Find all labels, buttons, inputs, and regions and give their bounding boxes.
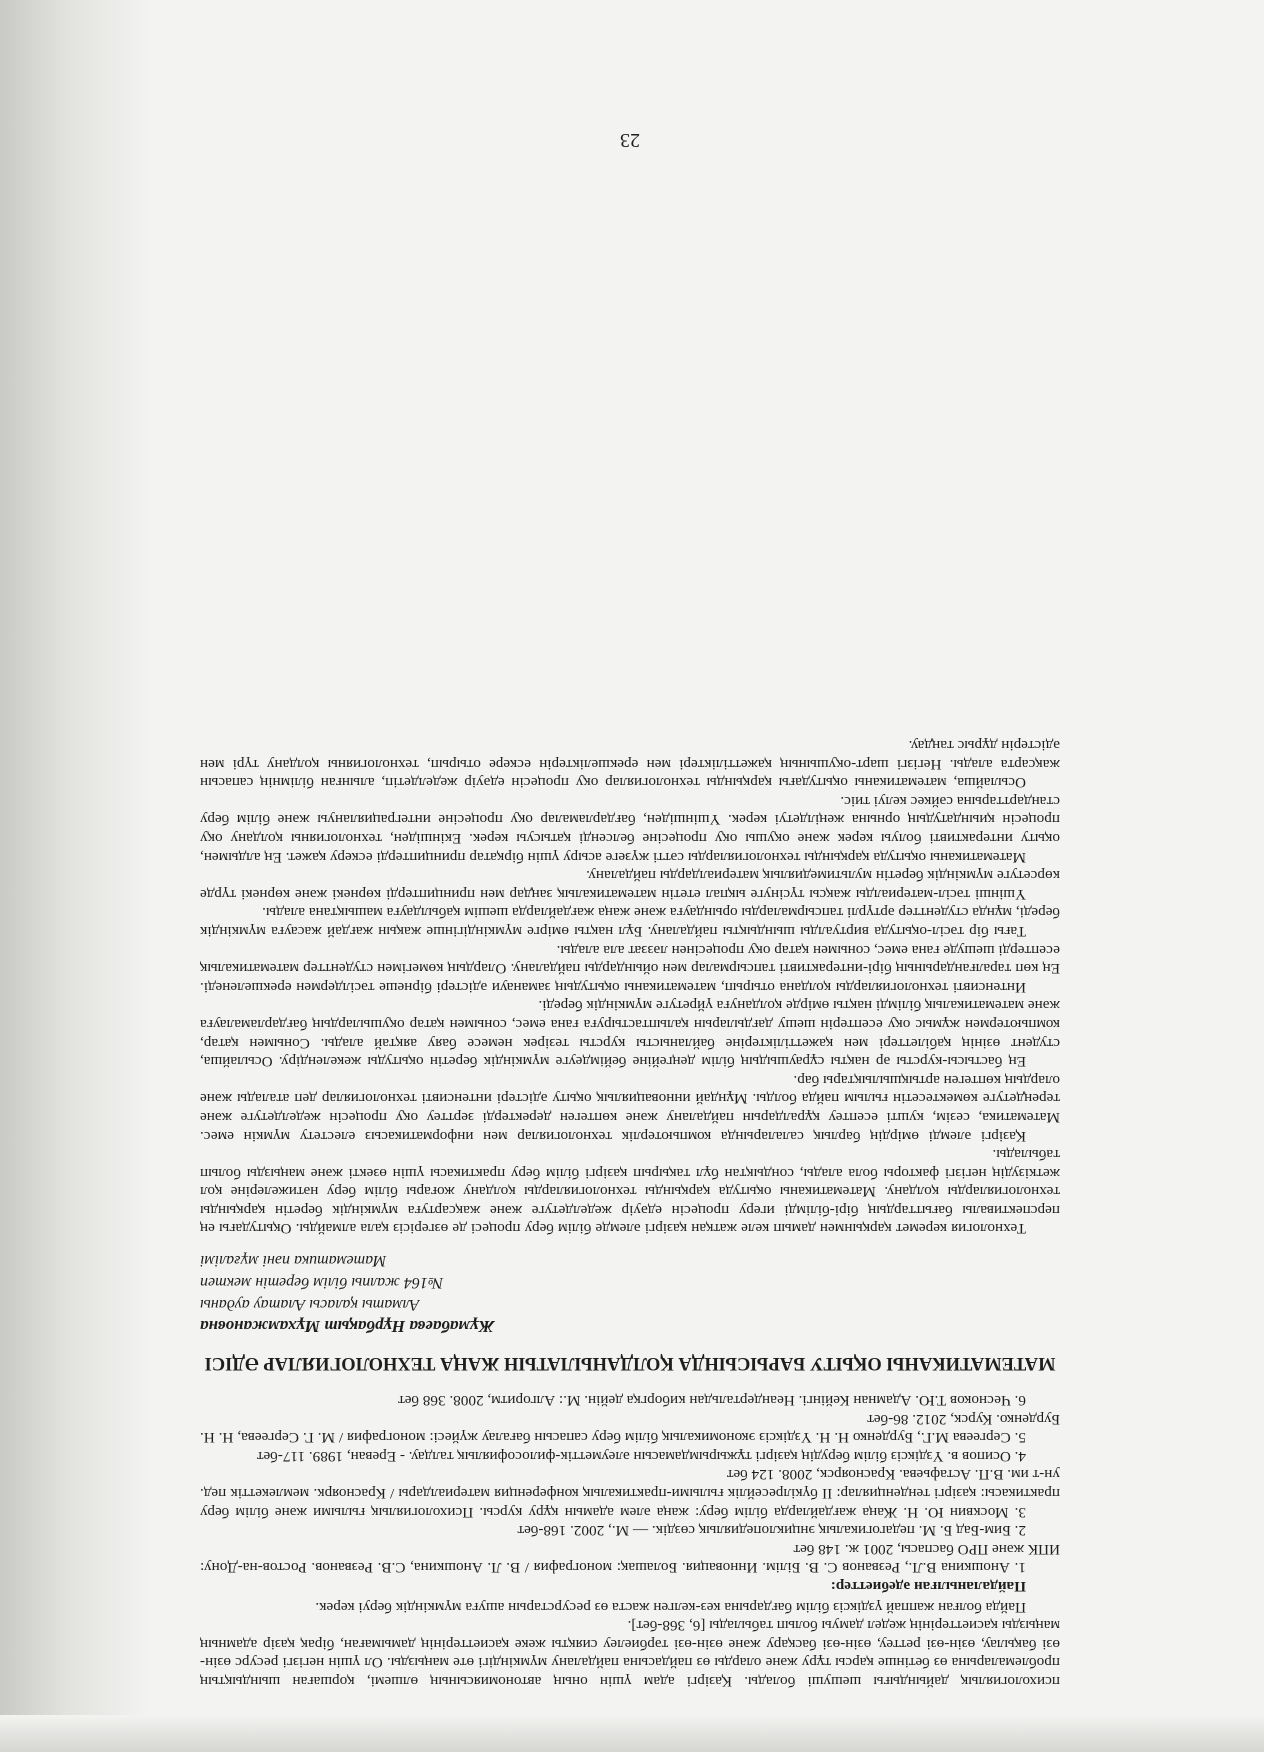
- continuation-paragraph: психологиялық дайындығы шешуші болады. Қазіргі адам үшін оның автономиясының өлшемі, қоршаған шындықтың проблемаларына өз бетінше қарсы тұру және оларды өз пайдасына пайдалану мүмкіндігі өте маңызды. Ол үшін негізгі ресурс өзін-өзі бақылау, өзін-өзі реттеу, өзін-өзі басқару және өзін-өзі тәрбиелеу сияқты жеке қасиеттерінің дамымаған, бірақ қазір адамның маңызды қасиеттерінің жедел дамуы болып табылады [6, 368-бет].: [200, 1617, 1060, 1690]
- upside-down-page: [200, 130, 1060, 1690]
- reference-item: 2. Бим-Бад Б. М. педагогикалық энциклопедиялық сөздік. — М., 2002. 168-бет: [517, 1522, 1026, 1540]
- reference-item: 1. Аношкина В.Л., Резванов С. В. Білім. Инновация. Болашақ: монография / В. Л. Аношкина, С.В. Резванов. Ростов-на-Дону: ИПК және ПРО баспасы, 2001 ж. 148 бет: [200, 1540, 1060, 1577]
- references-heading: Пайдаланылған әдебиеттер:: [830, 1578, 1026, 1596]
- scan-shadow-bottom: [0, 1715, 1264, 1752]
- body-paragraph: Технология керемет қарқынмен дамып келе жатқан қазіргі әлемде білім беру процесі де өзгерісіз қала алмайды. Оқытудағы ең перспективалы бағыттардың бірі-білімді игеру процесін едәуір жеделдетуге және жақсартуға мүмкіндік беретін қарқынды технологияларды қолдану. Математиканы оқытуда қарқынды технологияларды қолдану жоғары білім беру нәтижелеріне қол жеткізудің негізгі факторы бола алады, сондықтан бұл тақырып қазіргі білім беру практикасы үшін өзекті және маңызды болып табылады.: [200, 1146, 1060, 1238]
- body-paragraph: Интенсивті технологияларды қолдана отырып, математиканы оқытудың заманауи әдістері бірнеше тәсілдермен ерекшеленеді. Ең көп таралғандарының бірі-интерактивті тапсырмалар мен ойындарды пайдалану. Олардың көмегімен студенттер математикалық есептерді шешуде ғана емес, сонымен қатар оқу процесінен ләззат ала алады.: [200, 941, 1060, 996]
- page-number: 23: [620, 128, 640, 151]
- author-name: Жұмабаева Нұрбақыт Мұхамжановна: [200, 1317, 495, 1337]
- reference-item: 6. Чесноков Т.Ю. Адамнан Кейінгі. Неандертальдан киборгқа дейін. М.: Алгоритм, 2008. 368 бет: [398, 1392, 1026, 1410]
- author-affiliation: Математика пәні мұғалімі: [200, 1252, 387, 1270]
- reference-item: 5. Сергеева М.Г., Бурденко Н. Н. Үздіксіз экономикалық білім беру сапасын бағалау жүйесі: монография / М. Г. Сергеева, Н. Н. Бурденко. Курск, 2012. 86-бет: [200, 1410, 1060, 1447]
- body-paragraph: Қазіргі әлемді өмірдің барлық салаларында компьютерлік технологиялар мен информатикасыз елестету мүмкін емес. Математика, сезім, кушті есептеу құралдарын пайдалану және көптеген деректерді зерттеу оқу процесін жеделдетуге және тереңдетуге көмектесетін ғылым пайда болды. Мұндай инновациялық оқыту әдістері интенсивті технологиялар деп аталады және олардың көптеген артықшылықтары бар.: [200, 1071, 1060, 1145]
- reference-item: 3. Москвин Ю. Н. Жаңа жағдайларда білім беру: жаңа әлем адамын құру курсы. Психологиялық ғылыми және білім беру практикасы: қазіргі тенденциялар: II бүкілресейлік ғылыми-практикалық конференция материалдары / Красноярк. мемлекеттік пед. ун-т им. В.П. Астафьева. Красноярск, 2008. 124 бет: [200, 1466, 1060, 1521]
- article-title: МАТЕМАТИКАНЫ ОҚЫТУ БАРЫСЫНДА ҚОЛДАНЫЛАТЫН ЖАҢА ТЕХНОЛОГИЯЛАР ӘДІСІ: [204, 1353, 1056, 1374]
- continuation-paragraph: Пайда болған жаппай үздіксіз білім бағдарына кез-келген жаста өз ресурстарын ашуға мүмкіндік беруі керек.: [315, 1598, 1026, 1616]
- body-paragraph: Осылайша, математиканы оқытудағы қарқынды технологиялар оқу процесін едәуір жеделдетіп, алынған білімнің сапасын жақсарта алады. Негізгі шарт-оқушының қажеттіліктері мен ерекшеліктерін ескере отырып, технологияны қолдану түрі мен әдістерін дұрыс таңдау.: [200, 737, 1060, 792]
- article-body: [200, 735, 1060, 1237]
- author-affiliation: Алматы қаласы Алатау ауданы: [200, 1296, 420, 1314]
- body-paragraph: Ең бастысы-курсты әр нақты сұраушыдың білім деңгейіне бейімдеуге мүмкіндік беретін оқытуды жекелендіру. Осылайша, студент өзінің қабілеттері мен қажеттіліктеріне байланысты курсты тезірек немесе баяу аяқтай алады. Сонымен қатар, компьютермен жұмыс оқу есептерін шешу дағдыларын қалыптастыруға ғана емес, сонымен қатар оқушылардың бағдарламалауға және математикалық білімді нақты өмірде қолдануға үйретуге мүмкіндік береді.: [200, 997, 1060, 1071]
- author-affiliation: №164 жалпы білім беретін мектеп: [200, 1274, 443, 1292]
- reference-item: 4. Осипов в. Үздіксіз білім берудің қазіргі тұжырымдамасын әлеуметтік-философиялық талдау. - Ереван, 1989. 117-бет: [256, 1447, 1026, 1465]
- scan-shadow-left: [0, 0, 150, 1752]
- body-paragraph: Тағы бір тәсіл-оқытуда виртуалды шындықты пайдалану. Бұл нақты өмірге мүмкіндігінше жақын жағдай жасауға мүмкіндік береді, мұнда студенттер әртүрлі тапсырмаларды орындауға және жаңа жағдайларда шешім қабылдауға машықтана алады.: [200, 904, 1060, 940]
- body-paragraph: Математиканы оқытуда қарқынды технологияларды сәтті жүзеге асыру үшін бірқатар принциптерді ескеру қажет. Ең алдымен, оқыту интерактивті болуы керек және оқушы оқу процесіне белсенді қатысуы керек. Екіншіден, технологияны қолдану оқу процесін қиындатудың орнына жеңілдетуі керек. Үшіншіден, бағдарламалар оқу процесіне интеграциялануы және білім беру стандарттарына сәйкес келуі тиіс.: [200, 792, 1060, 866]
- body-paragraph: Үшінші тәсіл-материалды жақсы түсінуге ықпал ететін математикалық заңдар мен принциптерді көрнекі және көрнекі түрде көрсетуге мүмкіндік беретін мультимедиялық материалдарды пайдалану.: [200, 867, 1060, 903]
